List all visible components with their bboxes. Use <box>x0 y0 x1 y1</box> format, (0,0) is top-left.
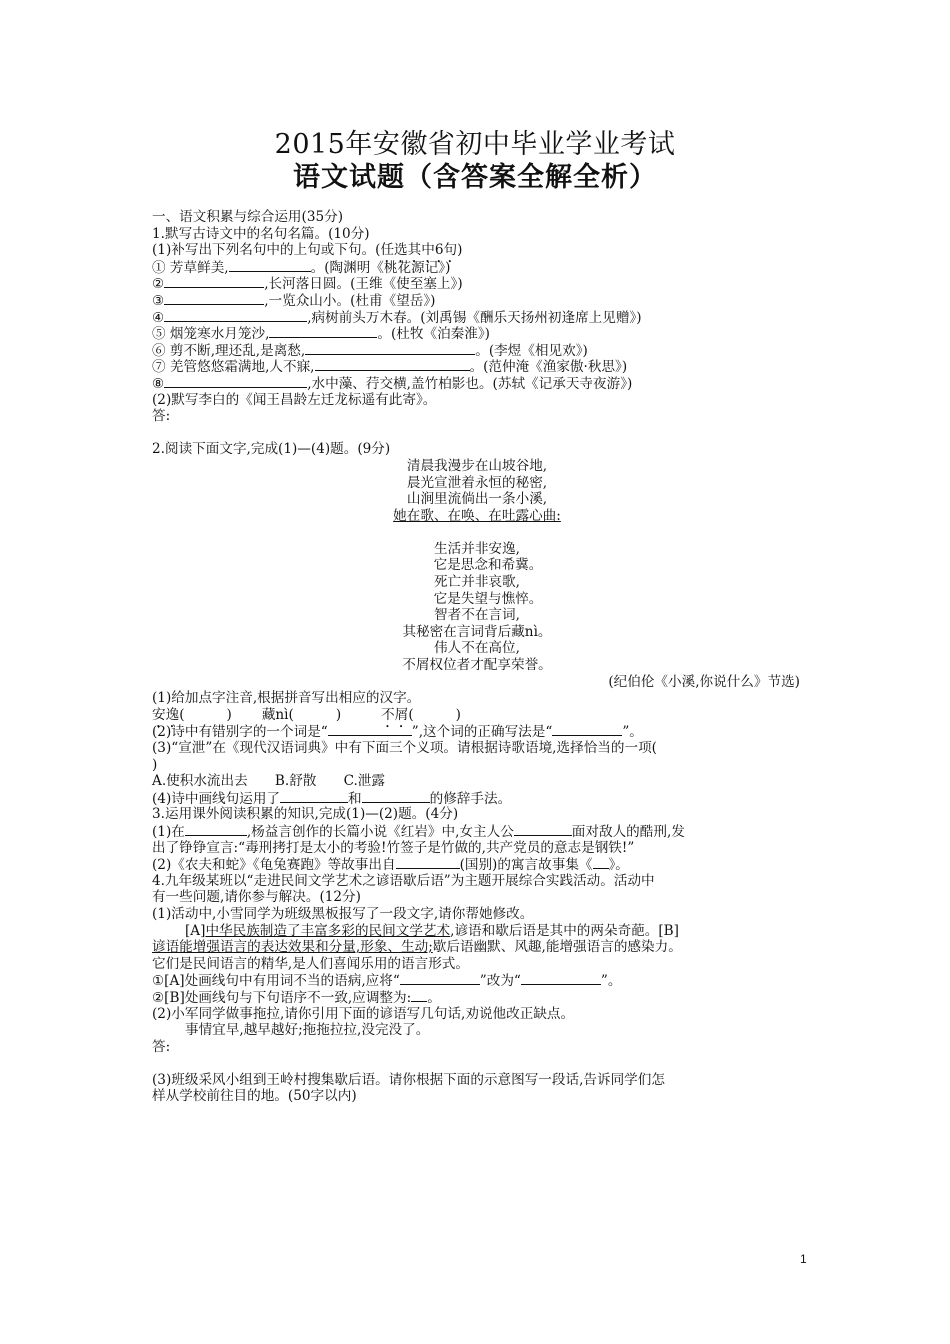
fill-blank[interactable] <box>411 989 427 1002</box>
fill-blank[interactable] <box>164 275 264 288</box>
q3-sub1: (1)在 ,杨益言创作的长篇小说《红岩》中,女主人公 面对敌人的酷刑,发 <box>152 823 685 840</box>
q2-pinyin-row: 安逸( ) 藏nì( ) 不屑( ) <box>152 706 461 723</box>
q2-sub3-close: ) <box>152 756 158 773</box>
fill-blank[interactable] <box>164 292 264 305</box>
q1-item: ⑥ 剪不断,理还乱,是离愁, 。(李煜《相见欢》) <box>152 342 588 359</box>
spacer <box>152 425 802 442</box>
q2-title: 2.阅读下面文字,完成(1)—(4)题。(9分) <box>152 441 391 458</box>
fill-blank[interactable] <box>521 972 601 985</box>
fill-blank[interactable] <box>229 259 311 272</box>
q4-para-line1: [A]中华民族制造了丰富多彩的民间文学艺术,谚语和歇后语是其中的两朵奇葩。[B] <box>185 922 679 939</box>
fill-blank[interactable] <box>362 790 430 803</box>
fill-blank[interactable] <box>514 823 572 836</box>
q2-options: A.使积水流出去 B.舒散 C.泄露 <box>152 773 385 790</box>
page-number: 1 <box>800 1252 807 1266</box>
q1-item: ④ ,病树前头万木春。(刘禹锡《酬乐天扬州初逢席上见赠》) <box>152 309 642 326</box>
q1-item: ⑧ ,水中藻、荇交横,盖竹柏影也。(苏轼《记承天寺夜游》) <box>152 375 633 392</box>
fill-blank[interactable] <box>185 823 247 836</box>
q2-sub4: (4)诗中画线句运用了 和 的修辞手法。 <box>152 790 512 807</box>
fill-blank[interactable] <box>280 790 348 803</box>
poem-line: 晨光宣泄着永恒的秘密, <box>406 474 548 491</box>
fill-blank[interactable] <box>552 723 622 736</box>
q4-fix2: ②[B]处画线句与下句语序不一致,应调整为: 。 <box>152 989 441 1006</box>
underlined-sentence-a: 中华民族制造了丰富多彩的民间文学艺术 <box>205 922 451 939</box>
poem-line <box>152 508 802 525</box>
underlined-sentence-b: 谚语能增强语言的表达效果和分量,形象、生动; <box>152 939 433 956</box>
fill-blank[interactable] <box>593 856 609 869</box>
q4-para-line2: 谚语能增强语言的表达效果和分量,形象、生动;歇后语幽默、风趣,能增强语言的感染力。 <box>152 939 682 956</box>
q4-sub2: (2)小军同学做事拖拉,请你引用下面的谚语写几句话,劝说他改正缺点。 <box>152 1005 575 1022</box>
q4-sub1: (1)活动中,小雪同学为班级黑板报写了一段文字,请你帮她修改。 <box>152 905 534 922</box>
q1-sub2: (2)默写李白的《闻王昌龄左迁龙标遥有此寄》。 <box>152 391 437 408</box>
q2-sub2: (2)诗中有错别字的一个词是“ ”,这个词的正确写法是“ ”。 <box>152 724 643 741</box>
fill-blank[interactable] <box>269 325 377 338</box>
q4-fix1: ①[A]处画线句中有用词不当的语病,应将“ ”改为“ ”。 <box>152 973 622 990</box>
q1-answer: 答: <box>152 408 171 425</box>
poem-line: 山涧里流倘出一条小溪, <box>406 491 548 508</box>
q3-sub2: (2)《农夫和蛇》《龟兔赛跑》等故事出自 (国别)的寓言故事集《 》。 <box>152 857 629 874</box>
poem-line: 它是思念和希冀。 <box>433 557 543 574</box>
q4-title-line1: 4.九年级某班以“走进民间文学艺术之谚语歇后语”为主题开展综合实践活动。活动中 <box>152 872 655 889</box>
q1-item: ⑦ 羌管悠悠霜满地,人不寐, 。(范仲淹《渔家傲·秋思》) <box>152 359 628 376</box>
q2-sub1: (1)给加点字注音,根据拼音写出相应的汉字。 <box>152 690 421 707</box>
q1-item: ③ ,一览众山小。(杜甫《望岳》) <box>152 292 436 309</box>
document-subtitle: 语文试题（含答案全解全析） <box>293 162 657 193</box>
poem-line: 死亡并非哀歌, <box>434 574 520 591</box>
fill-blank[interactable] <box>305 342 475 355</box>
fill-blank[interactable] <box>315 358 470 371</box>
poem-line: 它是失望与憔悴。 <box>433 590 543 607</box>
q4-answer: 答: <box>152 1038 171 1055</box>
fill-blank[interactable] <box>164 309 307 322</box>
document-title: 2015年安徽省初中毕业学业考试 <box>274 129 676 160</box>
q1-sub1: (1)补写出下列名句中的上句或下句。(任选其中6句) <box>152 242 463 259</box>
underlined-poem-line: 她在歌、在唤、在吐露心曲: <box>393 507 561 524</box>
q4-sub3-line1: (3)班级采风小组到王岭村搜集歇后语。请你根据下面的示意图写一段话,告诉同学们怎 <box>152 1071 665 1088</box>
poem-line: 其秘密在言词背后藏nì。 <box>402 623 552 640</box>
q3-title: 3.运用课外阅读积累的知识,完成(1)—(2)题。(4分) <box>152 806 459 823</box>
q3-sub1-line2: 出了铮铮宣言:“毒刑拷打是太小的考验!竹签子是竹做的,共产党员的意志是钢铁!” <box>152 839 635 856</box>
q2-sub3: (3)“宣泄”在《现代汉语词典》中有下面三个义项。请根据诗歌语境,选择恰当的一项( <box>152 740 657 756</box>
poem-line: 伟人不在高位, <box>434 640 520 657</box>
q1-item: ⑤ 烟笼寒水月笼沙, 。(杜牧《泊秦淮》) <box>152 326 490 343</box>
q4-sub3-line2: 样从学校前往目的地。(50字以内) <box>152 1088 357 1105</box>
q1-item: ② ,长河落日圆。(王维《使至塞上》) <box>152 276 463 293</box>
poem-line: 清晨我漫步在山坡谷地, <box>406 457 548 474</box>
q4-proverb: 事情宜早,越早越好;拖拖拉拉,没完没了。 <box>185 1022 430 1039</box>
spacer <box>152 524 802 541</box>
fill-blank[interactable] <box>396 856 460 869</box>
document-body <box>152 209 802 1105</box>
section-heading: 一、语文积累与综合运用(35分) <box>152 209 344 225</box>
poem-source: (纪伯伦《小溪,你说什么》节选) <box>608 673 800 690</box>
q1-title: 1.默写古诗文中的名句名篇。(10分) <box>152 225 370 242</box>
poem-line: 智者不在言词, <box>434 607 520 624</box>
q1-item: ① 芳草鲜美, 。(陶渊明《桃花源记》) <box>152 259 451 276</box>
poem-line: 不屑权位者才配享荣誉。 <box>402 657 552 674</box>
spacer <box>152 1055 802 1072</box>
q4-para-line3: 它们是民间语言的精华,是人们喜闻乐用的语言形式。 <box>152 955 469 972</box>
fill-blank[interactable] <box>400 972 480 985</box>
emphasis-text: 任选其中6句 <box>380 242 458 259</box>
fill-blank[interactable] <box>328 723 412 736</box>
fill-blank[interactable] <box>164 375 307 388</box>
poem-line: 生活并非安逸, <box>434 540 520 557</box>
q4-title-line2: 有一些问题,请你参与解决。(12分) <box>152 889 361 906</box>
